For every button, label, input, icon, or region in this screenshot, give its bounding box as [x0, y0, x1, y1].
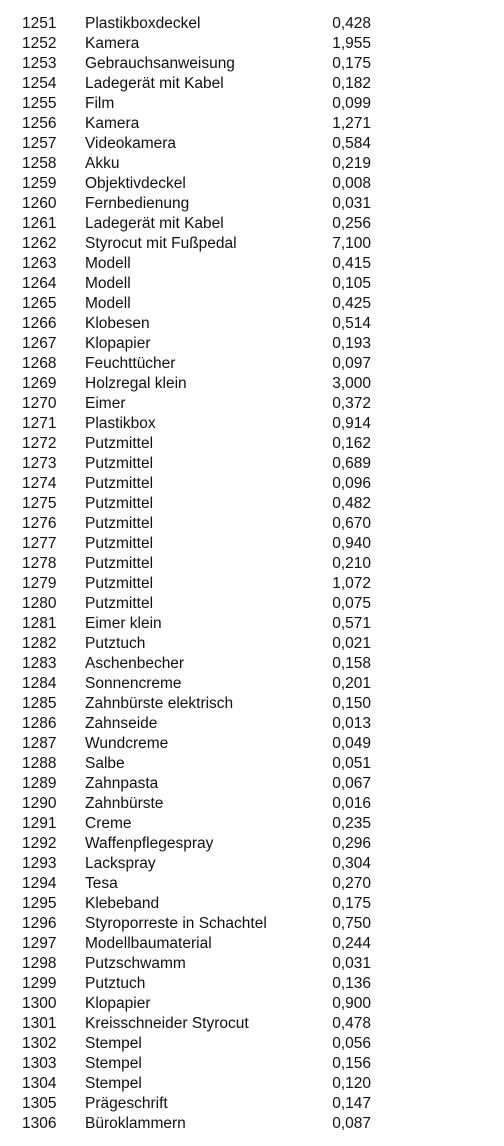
item-name: Plastikboxdeckel	[85, 15, 201, 32]
item-name: Plastikbox	[85, 415, 156, 432]
list-item	[0, 214, 504, 234]
item-value: 0,067	[332, 775, 371, 792]
list-item	[0, 554, 504, 574]
item-value: 0,571	[332, 615, 371, 632]
item-value: 0,210	[332, 555, 371, 572]
list-item	[0, 634, 504, 654]
item-value: 0,584	[332, 135, 371, 152]
item-value: 0,372	[332, 395, 371, 412]
list-item	[0, 914, 504, 934]
item-name: Putzschwamm	[85, 955, 186, 972]
item-value: 0,013	[332, 715, 371, 732]
item-value: 0,099	[332, 95, 371, 112]
item-name: Zahnseide	[85, 715, 158, 732]
item-value: 0,051	[332, 755, 371, 772]
list-item	[0, 1034, 504, 1054]
list-item	[0, 334, 504, 354]
item-value: 0,147	[332, 1095, 371, 1112]
item-number: 1266	[22, 315, 57, 332]
item-value: 0,175	[332, 895, 371, 912]
item-number: 1295	[22, 895, 57, 912]
item-value: 0,425	[332, 295, 371, 312]
item-value: 0,940	[332, 535, 371, 552]
item-number: 1269	[22, 375, 57, 392]
item-name: Modellbaumaterial	[85, 935, 212, 952]
item-number: 1301	[22, 1015, 57, 1032]
item-name: Klobesen	[85, 315, 150, 332]
item-name: Feuchttücher	[85, 355, 176, 372]
list-item	[0, 754, 504, 774]
list-item	[0, 674, 504, 694]
item-name: Film	[85, 95, 115, 112]
item-number: 1285	[22, 695, 57, 712]
list-item	[0, 1054, 504, 1074]
item-name: Fernbedienung	[85, 195, 190, 212]
list-item	[0, 694, 504, 714]
list-item	[0, 14, 504, 34]
item-number: 1294	[22, 875, 57, 892]
item-value: 0,478	[332, 1015, 371, 1032]
item-name: Gebrauchsanweisung	[85, 55, 235, 72]
item-value: 0,514	[332, 315, 371, 332]
item-value: 7,100	[332, 235, 371, 252]
item-number: 1278	[22, 555, 57, 572]
item-number: 1271	[22, 415, 57, 432]
item-name: Wundcreme	[85, 735, 169, 752]
list-item	[0, 894, 504, 914]
item-number: 1283	[22, 655, 57, 672]
item-name: Lackspray	[85, 855, 156, 872]
item-value: 0,914	[332, 415, 371, 432]
item-number: 1263	[22, 255, 57, 272]
item-value: 0,219	[332, 155, 371, 172]
item-number: 1267	[22, 335, 57, 352]
item-number: 1265	[22, 295, 57, 312]
item-number: 1256	[22, 115, 57, 132]
list-item	[0, 614, 504, 634]
list-item	[0, 834, 504, 854]
item-value: 0,008	[332, 175, 371, 192]
list-item	[0, 114, 504, 134]
list-item	[0, 414, 504, 434]
item-name: Klebeband	[85, 895, 160, 912]
item-name: Büroklammern	[85, 1115, 186, 1132]
list-item	[0, 574, 504, 594]
item-number: 1280	[22, 595, 57, 612]
item-number: 1268	[22, 355, 57, 372]
list-item	[0, 794, 504, 814]
item-number: 1286	[22, 715, 57, 732]
list-item	[0, 1074, 504, 1094]
item-name: Modell	[85, 295, 131, 312]
item-name: Eimer	[85, 395, 126, 412]
item-name: Stempel	[85, 1055, 142, 1072]
list-item	[0, 494, 504, 514]
item-name: Aschenbecher	[85, 655, 185, 672]
list-item	[0, 994, 504, 1014]
item-value: 0,016	[332, 795, 371, 812]
list-item	[0, 734, 504, 754]
item-name: Putzmittel	[85, 595, 154, 612]
item-name: Zahnbürste	[85, 795, 164, 812]
list-item	[0, 434, 504, 454]
item-number: 1254	[22, 75, 57, 92]
list-item	[0, 54, 504, 74]
item-value: 0,304	[332, 855, 371, 872]
item-number: 1290	[22, 795, 57, 812]
item-value: 0,750	[332, 915, 371, 932]
item-value: 0,150	[332, 695, 371, 712]
list-item	[0, 954, 504, 974]
item-number: 1276	[22, 515, 57, 532]
item-value: 0,105	[332, 275, 371, 292]
item-name: Creme	[85, 815, 132, 832]
item-name: Waffenpflegespray	[85, 835, 214, 852]
list-item	[0, 474, 504, 494]
list-item	[0, 294, 504, 314]
list-item	[0, 874, 504, 894]
item-value: 0,182	[332, 75, 371, 92]
item-number: 1305	[22, 1095, 57, 1112]
item-number: 1275	[22, 495, 57, 512]
item-value: 0,056	[332, 1035, 371, 1052]
item-value: 1,271	[332, 115, 371, 132]
list-item	[0, 534, 504, 554]
item-value: 0,120	[332, 1075, 371, 1092]
item-name: Zahnbürste elektrisch	[85, 695, 234, 712]
list-item	[0, 154, 504, 174]
item-number: 1287	[22, 735, 57, 752]
item-name: Zahnpasta	[85, 775, 159, 792]
item-name: Putztuch	[85, 635, 146, 652]
item-value: 0,031	[332, 955, 371, 972]
item-value: 0,900	[332, 995, 371, 1012]
item-name: Putztuch	[85, 975, 146, 992]
item-number: 1282	[22, 635, 57, 652]
item-name: Putzmittel	[85, 475, 154, 492]
item-value: 0,482	[332, 495, 371, 512]
item-name: Prägeschrift	[85, 1095, 168, 1112]
item-value: 0,193	[332, 335, 371, 352]
list-item	[0, 854, 504, 874]
item-value: 0,158	[332, 655, 371, 672]
item-name: Kreisschneider Styrocut	[85, 1015, 249, 1032]
item-value: 1,072	[332, 575, 371, 592]
item-number: 1252	[22, 35, 57, 52]
list-item	[0, 1114, 504, 1134]
item-number: 1277	[22, 535, 57, 552]
list-item	[0, 374, 504, 394]
item-number: 1272	[22, 435, 57, 452]
item-name: Klopapier	[85, 995, 151, 1012]
item-name: Akku	[85, 155, 120, 172]
item-name: Kamera	[85, 35, 140, 52]
item-value: 0,201	[332, 675, 371, 692]
item-value: 0,428	[332, 15, 371, 32]
item-number: 1260	[22, 195, 57, 212]
list-item	[0, 314, 504, 334]
list-item	[0, 594, 504, 614]
item-name: Kamera	[85, 115, 140, 132]
item-number: 1299	[22, 975, 57, 992]
item-value: 0,270	[332, 875, 371, 892]
item-name: Holzregal klein	[85, 375, 187, 392]
list-item	[0, 934, 504, 954]
item-number: 1298	[22, 955, 57, 972]
list-item	[0, 254, 504, 274]
item-number: 1270	[22, 395, 57, 412]
list-item	[0, 74, 504, 94]
item-value: 3,000	[332, 375, 371, 392]
item-number: 1292	[22, 835, 57, 852]
list-item	[0, 974, 504, 994]
list-item	[0, 654, 504, 674]
item-value: 0,136	[332, 975, 371, 992]
item-value: 0,244	[332, 935, 371, 952]
item-name: Objektivdeckel	[85, 175, 186, 192]
item-value: 0,415	[332, 255, 371, 272]
item-number: 1258	[22, 155, 57, 172]
item-name: Stempel	[85, 1035, 142, 1052]
item-number: 1257	[22, 135, 57, 152]
list-item	[0, 1094, 504, 1114]
item-name: Videokamera	[85, 135, 177, 152]
item-number: 1264	[22, 275, 57, 292]
item-value: 0,075	[332, 595, 371, 612]
item-number: 1293	[22, 855, 57, 872]
list-item	[0, 774, 504, 794]
item-name: Putzmittel	[85, 555, 154, 572]
item-number: 1304	[22, 1075, 57, 1092]
item-value: 0,156	[332, 1055, 371, 1072]
item-number: 1297	[22, 935, 57, 952]
list-item	[0, 1014, 504, 1034]
item-number: 1251	[22, 15, 57, 32]
item-number: 1306	[22, 1115, 57, 1132]
item-number: 1253	[22, 55, 57, 72]
item-number: 1284	[22, 675, 57, 692]
list-item	[0, 234, 504, 254]
item-number: 1281	[22, 615, 57, 632]
list-item	[0, 274, 504, 294]
item-value: 0,689	[332, 455, 371, 472]
item-value: 0,235	[332, 815, 371, 832]
item-name: Klopapier	[85, 335, 151, 352]
item-name: Putzmittel	[85, 435, 154, 452]
item-value: 0,021	[332, 635, 371, 652]
item-name: Styroporreste in Schachtel	[85, 915, 267, 932]
item-name: Eimer klein	[85, 615, 162, 632]
item-name: Putzmittel	[85, 495, 154, 512]
list-item	[0, 354, 504, 374]
item-name: Modell	[85, 255, 131, 272]
item-name: Styrocut mit Fußpedal	[85, 235, 237, 252]
item-number: 1255	[22, 95, 57, 112]
item-name: Putzmittel	[85, 515, 154, 532]
item-number: 1274	[22, 475, 57, 492]
item-name: Salbe	[85, 755, 125, 772]
list-item	[0, 714, 504, 734]
item-name: Putzmittel	[85, 535, 154, 552]
item-number: 1273	[22, 455, 57, 472]
list-item	[0, 394, 504, 414]
item-value: 0,162	[332, 435, 371, 452]
item-number: 1288	[22, 755, 57, 772]
list-item	[0, 34, 504, 54]
item-name: Ladegerät mit Kabel	[85, 215, 224, 232]
item-value: 0,031	[332, 195, 371, 212]
list-item	[0, 174, 504, 194]
item-value: 0,296	[332, 835, 371, 852]
item-value: 0,087	[332, 1115, 371, 1132]
item-number: 1279	[22, 575, 57, 592]
list-item	[0, 514, 504, 534]
item-number: 1302	[22, 1035, 57, 1052]
item-value: 0,096	[332, 475, 371, 492]
item-number: 1291	[22, 815, 57, 832]
item-value: 0,049	[332, 735, 371, 752]
item-name: Modell	[85, 275, 131, 292]
item-number: 1289	[22, 775, 57, 792]
item-number: 1261	[22, 215, 57, 232]
list-item	[0, 814, 504, 834]
item-value: 0,175	[332, 55, 371, 72]
list-item	[0, 134, 504, 154]
item-number: 1300	[22, 995, 57, 1012]
item-name: Tesa	[85, 875, 118, 892]
list-item	[0, 194, 504, 214]
item-name: Ladegerät mit Kabel	[85, 75, 224, 92]
item-list	[0, 14, 504, 1134]
item-number: 1259	[22, 175, 57, 192]
item-name: Sonnencreme	[85, 675, 182, 692]
item-number: 1262	[22, 235, 57, 252]
item-value: 1,955	[332, 35, 371, 52]
item-name: Putzmittel	[85, 455, 154, 472]
item-value: 0,670	[332, 515, 371, 532]
item-number: 1303	[22, 1055, 57, 1072]
list-item	[0, 454, 504, 474]
item-name: Putzmittel	[85, 575, 154, 592]
list-item	[0, 94, 504, 114]
item-value: 0,256	[332, 215, 371, 232]
item-number: 1296	[22, 915, 57, 932]
item-value: 0,097	[332, 355, 371, 372]
item-name: Stempel	[85, 1075, 142, 1092]
